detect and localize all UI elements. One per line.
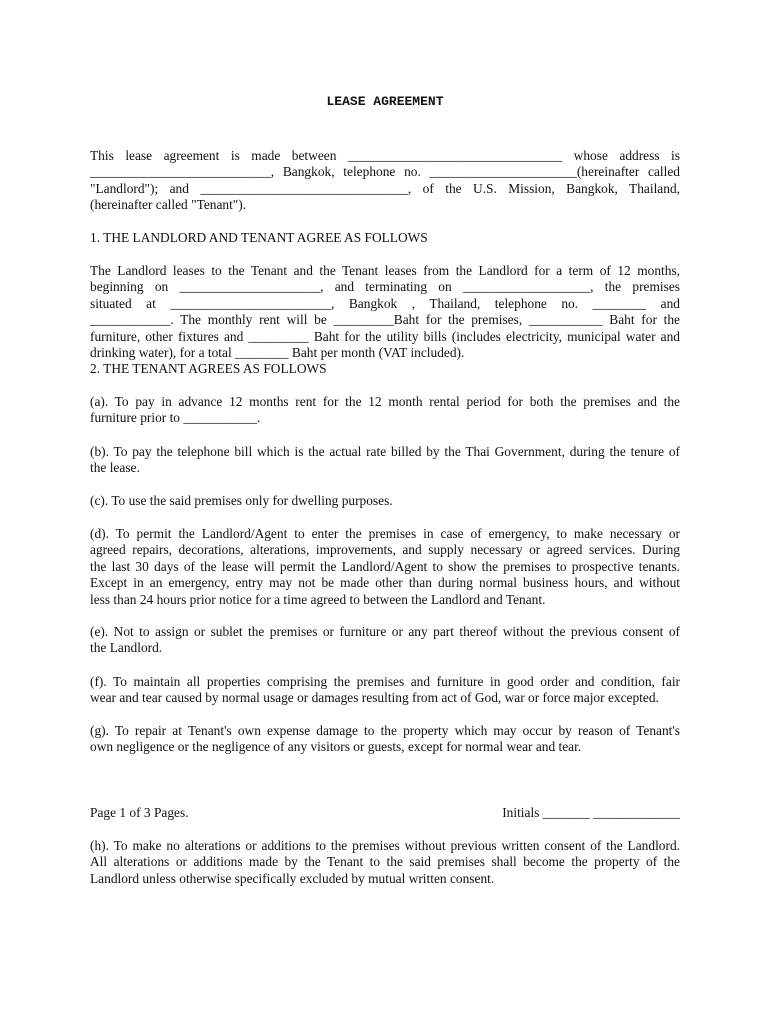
text-line: beginning on _____________________, and terminating on ___________________, the premises [90, 279, 680, 295]
text-line: agreed repairs, decorations, alterations, improvements, and supply necessary or agreed services. During [90, 542, 680, 558]
text-line: furniture prior to ___________. [90, 410, 261, 426]
clause-h [90, 838, 680, 887]
text-line: (f). To maintain all properties comprising the premises and furniture in good order and condition, fair [90, 674, 680, 689]
text-line: Except in an emergency, entry may not be made other than during normal business hours, and without [90, 575, 680, 591]
document-title: LEASE AGREEMENT [326, 94, 444, 109]
clause-a [90, 394, 680, 427]
text-line: own negligence or the negligence of any visitors or guests, except for normal wear and tear. [90, 739, 582, 755]
initials-field: Initials _______ _____________ [502, 805, 680, 820]
text-line: the lease. [90, 460, 140, 476]
text-line: 2. THE TENANT AGREES AS FOLLOWS [90, 361, 327, 376]
section-2-heading [90, 361, 680, 377]
text-line: (b). To pay the telephone bill which is the actual rate billed by the Thai Government, during the tenure of [90, 444, 680, 459]
text-line: (e). Not to assign or sublet the premises or furniture or any part thereof without the previous consent of [90, 624, 680, 639]
text-line: wear and tear caused by normal usage or damages resulting from act of God, war or force major excepted. [90, 690, 659, 706]
page-footer [90, 805, 680, 822]
text-line: situated at ________________________, Bangkok , Thailand, telephone no. ________ and [90, 295, 680, 311]
text-line: (h). To make no alterations or additions to the premises without previous written consent of the Landlord. [90, 838, 680, 853]
clause-d [90, 526, 680, 608]
clause-g [90, 723, 680, 756]
clause-b [90, 444, 680, 477]
section-1-paragraph [90, 263, 680, 362]
text-line: 1. THE LANDLORD AND TENANT AGREE AS FOLLOWS [90, 230, 428, 245]
clause-e [90, 624, 680, 657]
text-line: the Landlord. [90, 640, 163, 656]
text-line: furniture, other fixtures and _________ Baht for the utility bills (includes electricity, municipal water and [90, 328, 680, 344]
text-line: This lease agreement is made between ________________________________ whose address is [90, 148, 680, 163]
text-line: Landlord unless otherwise specifically excluded by mutual written consent. [90, 870, 495, 886]
clause-c [90, 493, 680, 509]
text-line: (a). To pay in advance 12 months rent for the 12 month rental period for both the premises and the [90, 394, 680, 409]
text-line: drinking water), for a total ________ Baht per month (VAT included). [90, 345, 465, 361]
text-line: (hereinafter called "Tenant"). [90, 197, 247, 213]
section-1-heading [90, 230, 680, 246]
clause-f [90, 674, 680, 707]
text-line: the last 30 days of the lease will permit the Landlord/Agent to show the premises to prospective tenants. [90, 558, 680, 574]
text-line: less than 24 hours prior notice for a time agreed to between the Landlord and Tenant. [90, 591, 546, 607]
text-line: (c). To use the said premises only for dwelling purposes. [90, 493, 393, 508]
text-line: The Landlord leases to the Tenant and the Tenant leases from the Landlord for a term of 12 months, [90, 263, 680, 278]
text-line: ___________________________, Bangkok, telephone no. ______________________(hereinafter called [90, 164, 680, 180]
intro-paragraph [90, 148, 680, 214]
text-line: ____________. The monthly rent will be _________Baht for the premises, ___________ Baht for the [90, 312, 680, 328]
page-number: Page 1 of 3 Pages. [90, 805, 189, 820]
text-line: "Landlord"); and _______________________________, of the U.S. Mission, Bangkok, Thailand, [90, 180, 680, 196]
text-line: All alterations or additions made by the Tenant to the said premises shall become the property of the [90, 854, 680, 870]
text-line: (d). To permit the Landlord/Agent to enter the premises in case of emergency, to make necessary or [90, 526, 680, 541]
text-line: (g). To repair at Tenant's own expense damage to the property which may occur by reason of Tenant's [90, 723, 680, 738]
